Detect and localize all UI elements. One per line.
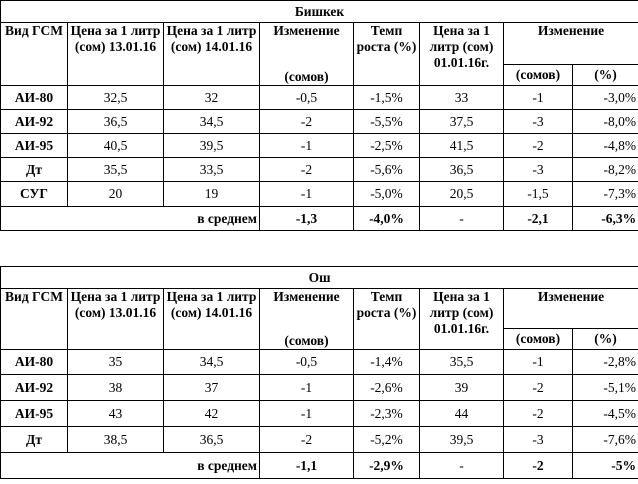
change-pct: -8,2%: [573, 158, 638, 182]
change-soms: -2: [504, 375, 573, 401]
table-gap: [0, 244, 638, 266]
price-01: 39: [420, 375, 504, 401]
change-soms: -2: [504, 401, 573, 427]
header-change: Изменение: [260, 289, 354, 329]
fuel-name: АИ-92: [1, 110, 68, 134]
table-row: [1, 350, 638, 375]
header-price-13: Цена за 1 литр (сом) 13.01.16: [68, 23, 164, 86]
header-growth: Темп роста (%): [354, 289, 420, 350]
header-fuel-type: Вид ГСМ: [1, 23, 68, 86]
fuel-name: АИ-80: [1, 350, 68, 375]
fuel-name: Дт: [1, 427, 68, 453]
change-pct: -4,5%: [573, 401, 638, 427]
average-change-soms: -2,1: [504, 207, 573, 231]
price-01: 37,5: [420, 110, 504, 134]
price-14: 34,5: [164, 350, 260, 375]
price-13: 40,5: [68, 134, 164, 158]
header-soms-2: (сомов): [504, 329, 573, 350]
average-row: [1, 453, 638, 479]
header-fuel-type: Вид ГСМ: [1, 289, 68, 350]
price-13: 35: [68, 350, 164, 375]
average-price-01: -: [420, 453, 504, 479]
table-row: [1, 110, 638, 134]
bishkek-table: [0, 0, 638, 231]
price-14: 34,5: [164, 110, 260, 134]
change-pct: -3,0%: [573, 86, 638, 110]
header-growth: Темп роста (%): [354, 23, 420, 86]
price-01: 44: [420, 401, 504, 427]
change: -0,5: [260, 86, 354, 110]
fuel-name: АИ-95: [1, 134, 68, 158]
header-price-14: Цена за 1 литр (сом) 14.01.16: [164, 289, 260, 350]
header-price-14: Цена за 1 литр (сом) 14.01.16: [164, 23, 260, 86]
average-row: [1, 207, 638, 231]
average-change: -1,3: [260, 207, 354, 231]
growth: -2,3%: [354, 401, 420, 427]
price-14: 32: [164, 86, 260, 110]
average-change-pct: -6,3%: [573, 207, 638, 231]
change: -2: [260, 158, 354, 182]
change-pct: -4,8%: [573, 134, 638, 158]
fuel-name: АИ-95: [1, 401, 68, 427]
average-growth: -4,0%: [354, 207, 420, 231]
change-pct: -7,6%: [573, 427, 638, 453]
header-change-2: Изменение: [504, 289, 638, 329]
price-14: 42: [164, 401, 260, 427]
change: -1: [260, 134, 354, 158]
growth: -2,6%: [354, 375, 420, 401]
price-13: 36,5: [68, 110, 164, 134]
header-soms-2: (сомов): [504, 65, 573, 86]
osh-table: [0, 266, 638, 479]
growth: -1,4%: [354, 350, 420, 375]
growth: -2,5%: [354, 134, 420, 158]
fuel-name: Дт: [1, 158, 68, 182]
price-01: 39,5: [420, 427, 504, 453]
fuel-name: АИ-80: [1, 86, 68, 110]
fuel-name: СУГ: [1, 182, 68, 207]
table-row: [1, 401, 638, 427]
header-soms: (сомов): [260, 329, 354, 350]
price-01: 41,5: [420, 134, 504, 158]
change: -2: [260, 110, 354, 134]
growth: -5,5%: [354, 110, 420, 134]
change-pct: -7,3%: [573, 182, 638, 207]
price-14: 36,5: [164, 427, 260, 453]
price-13: 38,5: [68, 427, 164, 453]
average-price-01: -: [420, 207, 504, 231]
header-pct: (%): [573, 329, 638, 350]
change: -1: [260, 182, 354, 207]
price-13: 38: [68, 375, 164, 401]
change-pct: -5,1%: [573, 375, 638, 401]
average-growth: -2,9%: [354, 453, 420, 479]
average-change-soms: -2: [504, 453, 573, 479]
price-14: 37: [164, 375, 260, 401]
change-soms: -3: [504, 427, 573, 453]
change-soms: -3: [504, 110, 573, 134]
growth: -5,0%: [354, 182, 420, 207]
change-soms: -2: [504, 134, 573, 158]
growth: -5,2%: [354, 427, 420, 453]
change: -1: [260, 401, 354, 427]
change: -0,5: [260, 350, 354, 375]
price-14: 19: [164, 182, 260, 207]
change-soms: -1: [504, 86, 573, 110]
header-change: Изменение: [260, 23, 354, 65]
table-row: [1, 134, 638, 158]
growth: -1,5%: [354, 86, 420, 110]
average-change: -1,1: [260, 453, 354, 479]
header-pct: (%): [573, 65, 638, 86]
header-soms: (сомов): [260, 65, 354, 86]
city-title-bishkek: Бишкек: [1, 1, 638, 23]
price-13: 32,5: [68, 86, 164, 110]
change: -1: [260, 375, 354, 401]
header-price-01: Цена за 1 литр (сом) 01.01.16г.: [420, 289, 504, 350]
header-change-2: Изменение: [504, 23, 638, 65]
price-14: 33,5: [164, 158, 260, 182]
change: -2: [260, 427, 354, 453]
average-label: в среднем: [1, 207, 260, 231]
header-price-01: Цена за 1 литр (сом) 01.01.16г.: [420, 23, 504, 86]
table-row: [1, 375, 638, 401]
price-13: 20: [68, 182, 164, 207]
city-title-osh: Ош: [1, 267, 638, 289]
average-change-pct: -5%: [573, 453, 638, 479]
table-row: [1, 158, 638, 182]
table-row: [1, 86, 638, 110]
average-label: в среднем: [1, 453, 260, 479]
price-01: 36,5: [420, 158, 504, 182]
price-01: 33: [420, 86, 504, 110]
change-pct: -8,0%: [573, 110, 638, 134]
price-14: 39,5: [164, 134, 260, 158]
change-soms: -3: [504, 158, 573, 182]
growth: -5,6%: [354, 158, 420, 182]
price-01: 20,5: [420, 182, 504, 207]
price-13: 35,5: [68, 158, 164, 182]
change-soms: -1: [504, 350, 573, 375]
header-price-13: Цена за 1 литр (сом) 13.01.16: [68, 289, 164, 350]
change-soms: -1,5: [504, 182, 573, 207]
fuel-name: АИ-92: [1, 375, 68, 401]
price-13: 43: [68, 401, 164, 427]
table-row: [1, 182, 638, 207]
price-01: 35,5: [420, 350, 504, 375]
table-row: [1, 427, 638, 453]
change-pct: -2,8%: [573, 350, 638, 375]
